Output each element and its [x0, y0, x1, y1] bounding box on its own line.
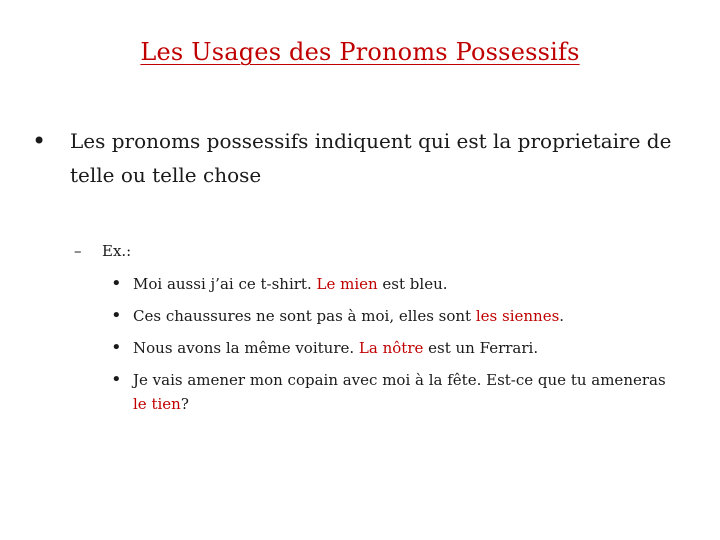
possessive-pronoun: les siennes: [475, 307, 560, 325]
main-bullet: [32, 124, 682, 192]
bullet-dot-icon: •: [111, 273, 122, 294]
example-text: est bleu.: [377, 275, 448, 293]
example-text: ?: [180, 395, 189, 413]
possessive-pronoun: Le mien: [316, 275, 378, 293]
example-text: Ces chaussures ne sont pas à moi, elles sont: [133, 307, 476, 325]
example-text: Je vais amener mon copain avec moi à la fête. Est-ce que tu ameneras: [133, 371, 666, 389]
bullet-dot-icon: •: [32, 127, 47, 155]
example-text: .: [559, 307, 565, 325]
example-text: Moi aussi j’ai ce t-shirt.: [133, 275, 317, 293]
dash-icon: –: [74, 242, 82, 260]
bullet-dot-icon: •: [111, 337, 122, 358]
example-item: [111, 272, 671, 296]
example-bullet: [74, 239, 131, 263]
bullet-dot-icon: •: [111, 369, 122, 390]
example-list: [111, 272, 671, 424]
example-item: [111, 368, 671, 416]
example-sentence: [133, 272, 671, 296]
slide-title: Les Usages des Pronoms Possessifs: [140, 38, 580, 66]
example-text: est un Ferrari.: [423, 339, 539, 357]
possessive-pronoun: le tien: [133, 395, 181, 413]
bullet-dot-icon: •: [111, 305, 122, 326]
example-label: Ex.:: [102, 242, 132, 260]
example-sentence: [133, 336, 671, 360]
example-item: [111, 336, 671, 360]
possessive-pronoun: La nôtre: [358, 339, 424, 357]
example-text: Nous avons la même voiture.: [133, 339, 359, 357]
main-bullet-text: Les pronoms possessifs indiquent qui est la proprietaire de telle ou telle chose: [70, 129, 672, 187]
example-sentence: [133, 368, 671, 416]
example-item: [111, 304, 671, 328]
example-sentence: [133, 304, 671, 328]
